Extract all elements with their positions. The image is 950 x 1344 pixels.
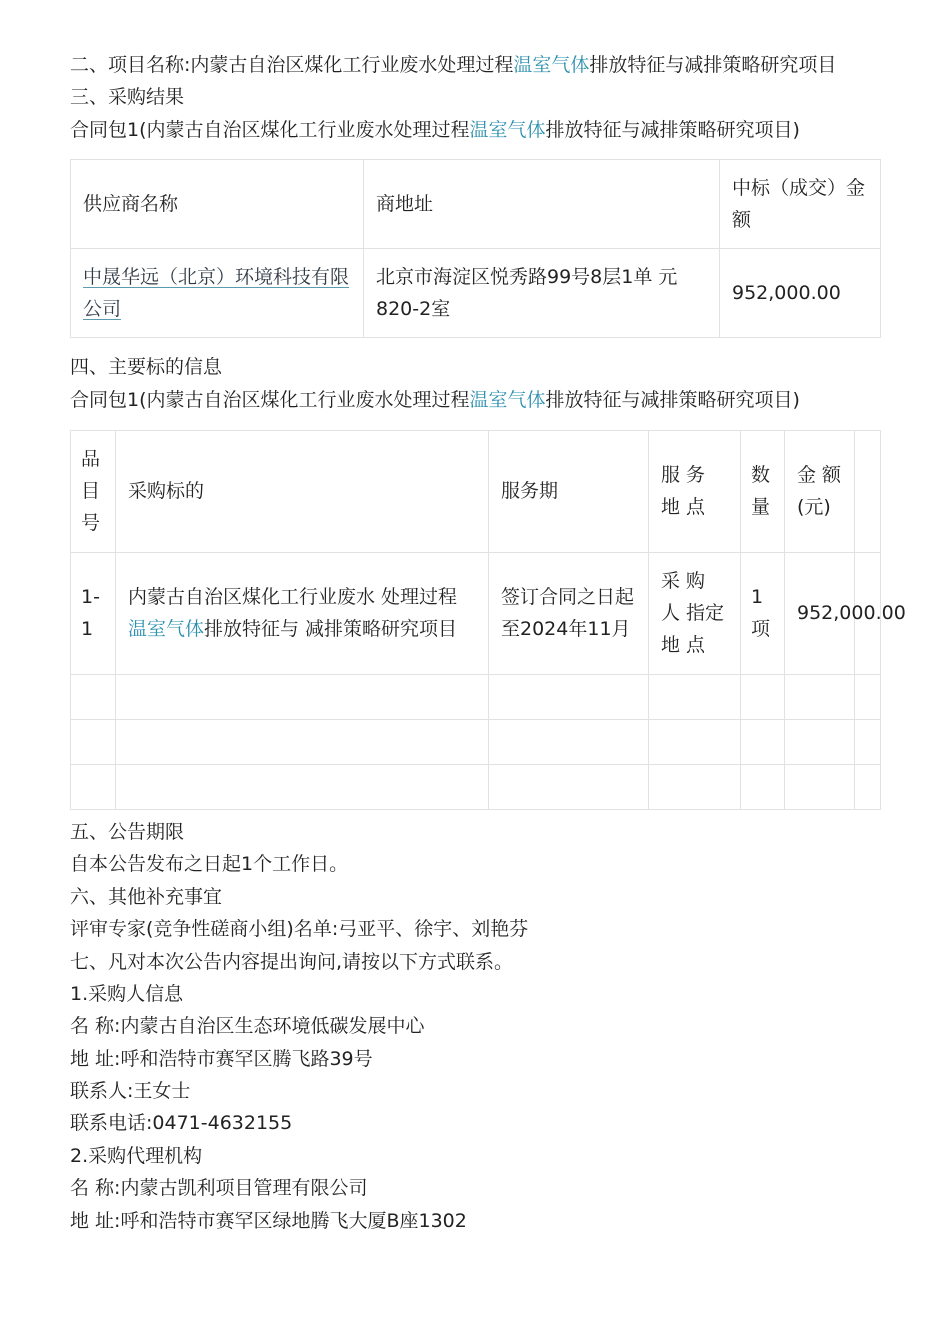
supplementary-heading: 六、其他补充事宜 [70, 885, 223, 908]
amount-cell: 952,000.00 [785, 552, 855, 674]
header-service-period: 服务期 [489, 430, 649, 552]
highlight-keyword[interactable]: 温室气体 [513, 54, 590, 76]
header-amount: 金 额 (元) [785, 430, 855, 552]
header-amount: 中标（成交）金额 [720, 160, 881, 249]
empty-table-row [71, 719, 881, 764]
purchaser-address: 地 址:呼和浩特市赛罕区腾飞路39号 [70, 1047, 373, 1070]
highlight-keyword[interactable]: 温室气体 [469, 388, 546, 411]
announcement-period-heading: 五、公告期限 [70, 820, 185, 843]
purchaser-phone: 联系电话:0471-4632155 [70, 1112, 293, 1135]
agency-name: 名 称:内蒙古凯利项目管理有限公司 [70, 1177, 368, 1200]
header-quantity: 数量 [741, 430, 785, 552]
main-subject-heading: 四、主要标的信息 [70, 356, 223, 379]
service-period-cell: 签订合同之日起至2024年11月 [489, 552, 649, 674]
header-location: 服 务 地 点 [649, 430, 741, 552]
item-no-cell: 1-1 [71, 552, 116, 674]
amount-cell: 952,000.00 [720, 249, 881, 338]
table-row [71, 552, 881, 674]
header-subject: 采购标的 [116, 430, 489, 552]
subject-table [70, 430, 906, 810]
agency-heading: 2.采购代理机构 [70, 1144, 203, 1167]
announcement-period-content: 自本公告发布之日起1个工作日。 [70, 853, 349, 876]
table-header-row [71, 160, 881, 249]
supplier-cell [71, 249, 364, 338]
location-cell: 采 购 人 指定 地 点 [649, 552, 741, 674]
supplier-link[interactable]: 中晟华远（北京）环境科技有限公司 [83, 266, 350, 321]
agency-address: 地 址:呼和浩特市赛罕区绿地腾飞大厦B座1302 [70, 1209, 467, 1232]
expert-list: 评审专家(竞争性磋商小组)名单:弓亚平、徐宇、刘艳芬 [70, 918, 529, 941]
contract-package-line: 合同包1(内蒙古自治区煤化工行业废水处理过程温室气体排放特征与减排策略研究项目) [70, 118, 800, 141]
subject-cell: 内蒙古自治区煤化工行业废水 处理过程温室气体排放特征与 减排策略研究项目 [116, 552, 489, 674]
address-cell: 北京市海淀区悦秀路99号8层1单 元820-2室 [364, 249, 720, 338]
contract-package-line: 合同包1(内蒙古自治区煤化工行业废水处理过程温室气体排放特征与减排策略研究项目) [70, 388, 800, 411]
header-supplier: 供应商名称 [71, 160, 364, 249]
contact-heading: 七、凡对本次公告内容提出询问,请按以下方式联系。 [70, 950, 514, 973]
purchaser-name: 名 称:内蒙古自治区生态环境低碳发展中心 [70, 1015, 425, 1038]
header-address: 商地址 [364, 160, 720, 249]
purchaser-heading: 1.采购人信息 [70, 982, 184, 1005]
quantity-cell: 1 项 [741, 552, 785, 674]
highlight-keyword[interactable]: 温室气体 [469, 118, 546, 141]
procurement-result-heading: 三、采购结果 [70, 86, 185, 109]
announcement-page [70, 49, 906, 1237]
empty-table-row [71, 764, 881, 809]
header-item-no: 品目号 [71, 430, 116, 552]
purchaser-contact: 联系人:王女士 [70, 1080, 191, 1103]
header-extra [855, 430, 881, 552]
highlight-keyword[interactable]: 温室气体 [128, 618, 205, 641]
table-row [71, 249, 881, 338]
empty-table-row [71, 674, 881, 719]
result-table [70, 159, 881, 338]
table-header-row [71, 430, 881, 552]
project-name-line: 二、项目名称:内蒙古自治区煤化工行业废水处理过程温室气体排放特征与减排策略研究项目 [70, 54, 837, 76]
